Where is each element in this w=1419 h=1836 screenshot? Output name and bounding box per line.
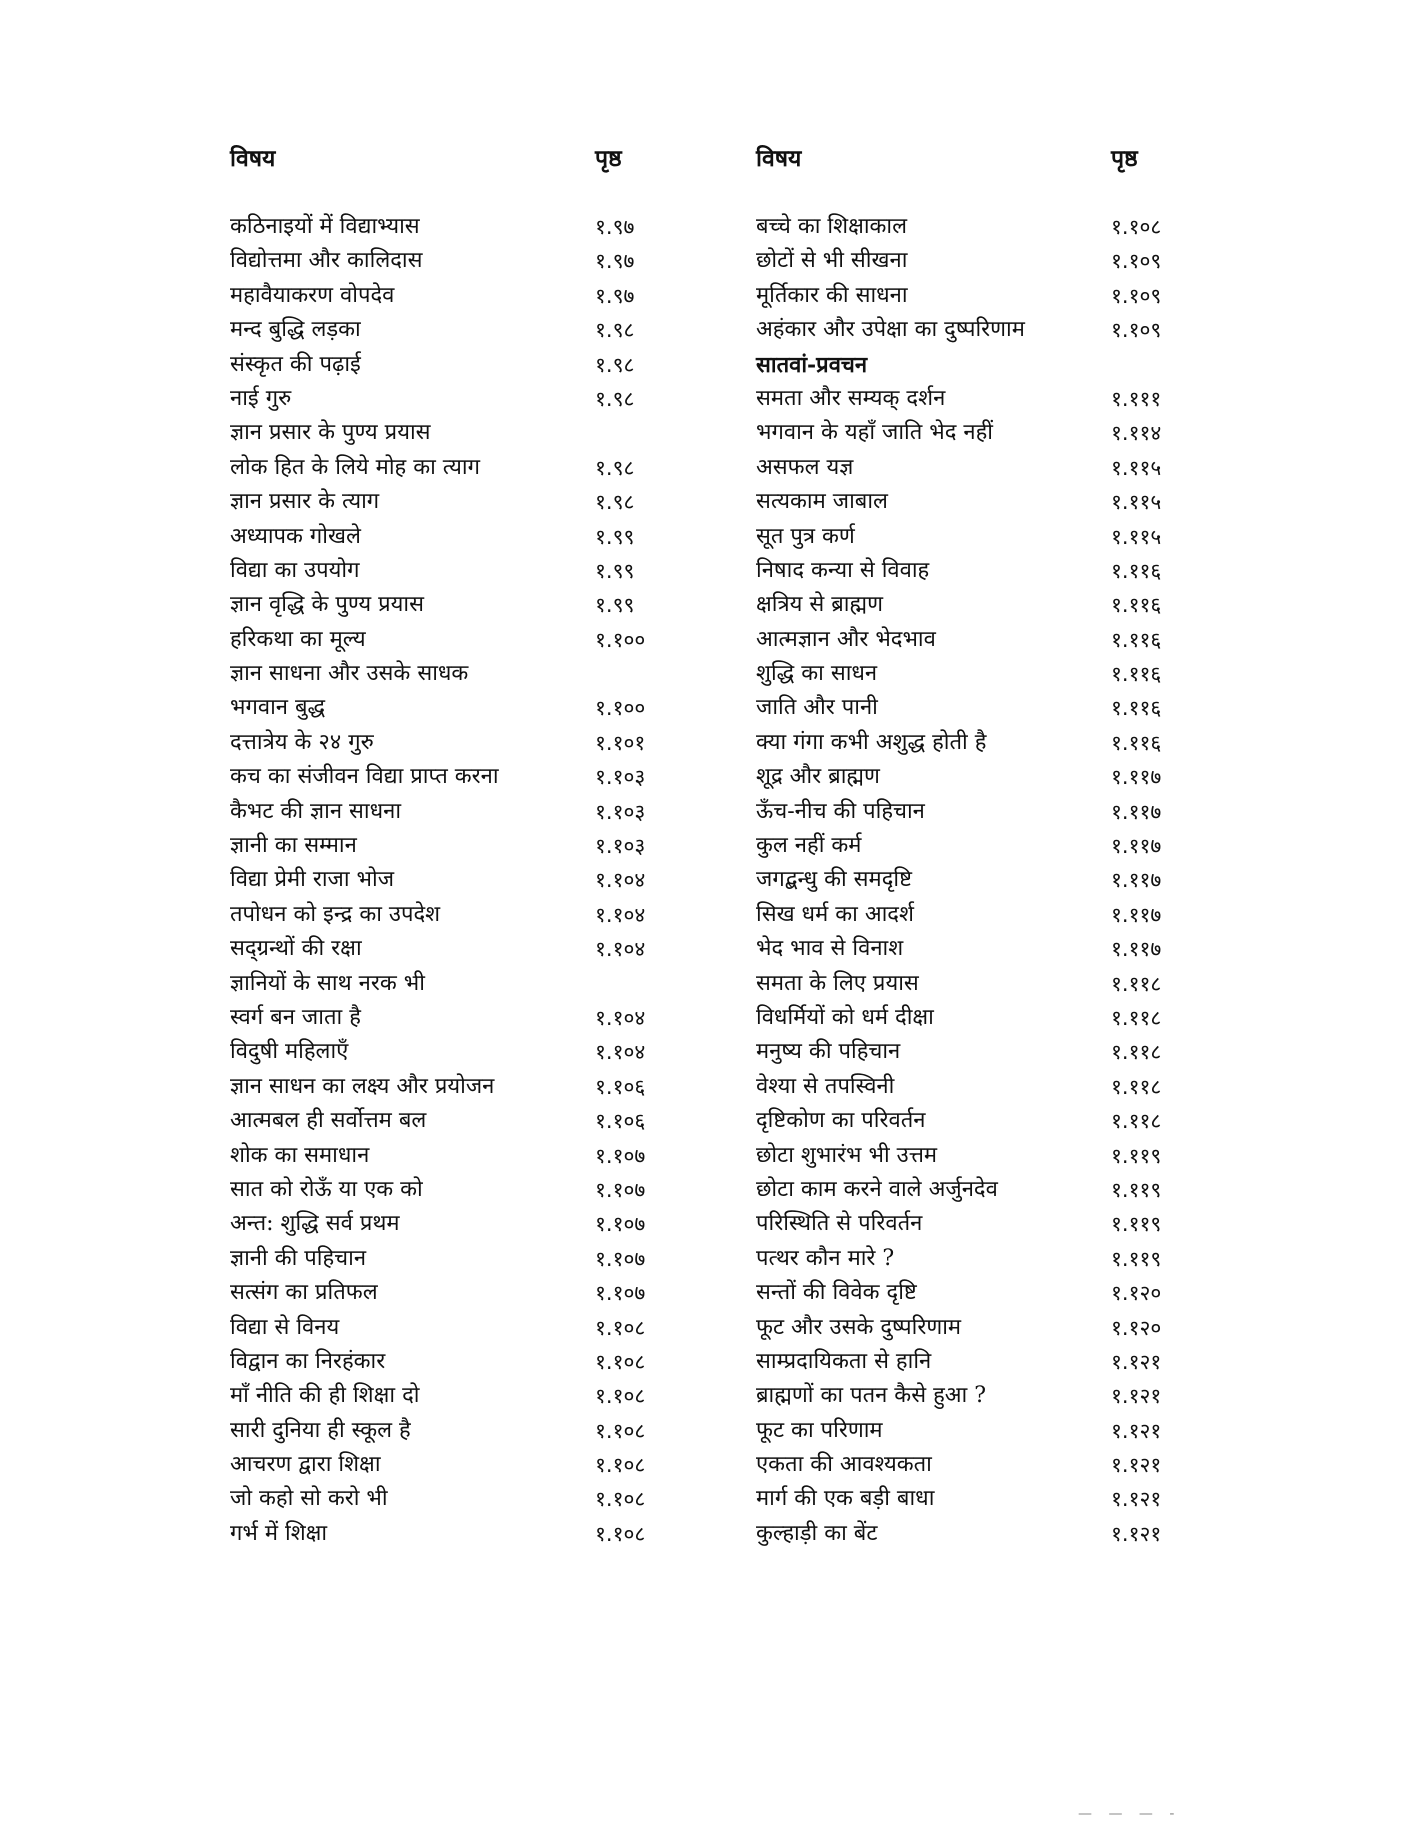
entry-page-number: १.१०० xyxy=(595,696,646,721)
entry-page-number: १.११७ xyxy=(1111,937,1162,962)
entry-page-number: १.१०४ xyxy=(595,937,646,962)
index-entry xyxy=(230,451,650,485)
entry-page-number: १.११६ xyxy=(1111,696,1162,721)
entry-title: कच का संजीवन विद्या प्राप्त करना xyxy=(230,764,499,790)
entry-title: नाई गुरु xyxy=(230,385,292,411)
index-entry xyxy=(756,554,1176,588)
entry-title: सन्तों की विवेक दृष्टि xyxy=(756,1280,917,1306)
entry-page-number: १.११५ xyxy=(1111,490,1162,515)
entry-title: सारी दुनिया ही स्कूल है xyxy=(230,1417,411,1443)
index-entry xyxy=(230,348,650,382)
entry-title: भगवान के यहाँ जाति भेद नहीं xyxy=(756,420,993,446)
index-list-left xyxy=(230,210,650,1551)
entry-title: तपोधन को इन्द्र का उपदेश xyxy=(230,901,441,927)
entry-title: माँ नीति की ही शिक्षा दो xyxy=(230,1383,420,1409)
column-header-page: पृष्ठ xyxy=(1111,145,1138,172)
index-entry xyxy=(756,244,1176,278)
index-entry xyxy=(230,1207,650,1241)
index-entry xyxy=(230,1242,650,1276)
entry-title: संस्कृत की पढ़ाई xyxy=(230,351,361,377)
entry-title: पत्थर कौन मारे ? xyxy=(756,1245,895,1271)
entry-title: अहंकार और उपेक्षा का दुष्परिणाम xyxy=(756,317,1025,343)
entry-page-number: १.११९ xyxy=(1111,1177,1162,1202)
entry-page-number: १.१२१ xyxy=(1111,1521,1162,1546)
entry-title: वेश्या से तपस्विनी xyxy=(756,1073,895,1099)
entry-title: सिख धर्म का आदर्श xyxy=(756,901,914,927)
entry-title: फूट का परिणाम xyxy=(756,1417,883,1443)
index-entry xyxy=(230,1070,650,1104)
entry-page-number: १.१२१ xyxy=(1111,1349,1162,1374)
entry-title: परिस्थिति से परिवर्तन xyxy=(756,1211,923,1237)
entry-title: निषाद कन्या से विवाह xyxy=(756,557,930,583)
index-entry xyxy=(230,829,650,863)
entry-title: आत्मज्ञान और भेदभाव xyxy=(756,626,936,652)
entry-title: जो कहो सो करो भी xyxy=(230,1486,388,1512)
index-entry xyxy=(230,210,650,244)
entry-page-number: १.१०४ xyxy=(595,868,646,893)
entry-page-number: १.११९ xyxy=(1111,1246,1162,1271)
index-entry xyxy=(756,1345,1176,1379)
entry-title: बच्चे का शिक्षाकाल xyxy=(756,214,908,239)
index-entry xyxy=(230,382,650,416)
entry-title: भगवान बुद्ध xyxy=(230,695,326,721)
entry-page-number: १.१०८ xyxy=(595,1521,646,1546)
index-entry xyxy=(230,967,650,1001)
index-entry xyxy=(230,1035,650,1069)
entry-page-number: १.१०७ xyxy=(595,1246,646,1271)
entry-title: गर्भ में शिक्षा xyxy=(230,1520,328,1546)
entry-title: ज्ञानियों के साथ नरक भी xyxy=(230,970,425,996)
entry-page-number: १.१०९ xyxy=(1111,318,1162,343)
entry-title: जगद्बन्धु की समदृष्टि xyxy=(756,867,912,893)
entry-title: सात को रोऊँ या एक को xyxy=(230,1176,423,1202)
section-heading-row xyxy=(756,348,1176,382)
entry-title: विद्योत्तमा और कालिदास xyxy=(230,248,423,274)
entry-page-number: १.१२० xyxy=(1111,1315,1162,1340)
entry-page-number: १.९८ xyxy=(595,455,635,480)
entry-title: विदुषी महिलाएँ xyxy=(230,1039,349,1065)
entry-page-number: १.११५ xyxy=(1111,455,1162,480)
entry-title: ज्ञानी की पहिचान xyxy=(230,1245,367,1271)
index-entry xyxy=(756,1001,1176,1035)
index-entry xyxy=(230,1517,650,1551)
entry-page-number: १.११९ xyxy=(1111,1212,1162,1237)
index-entry xyxy=(230,726,650,760)
entry-page-number: १.१०१ xyxy=(595,730,646,755)
index-entry xyxy=(756,382,1176,416)
entry-title: छोटों से भी सीखना xyxy=(756,248,908,274)
entry-page-number: १.११८ xyxy=(1111,1074,1162,1099)
section-heading: सातवां-प्रवचन xyxy=(756,351,868,378)
index-entry xyxy=(756,932,1176,966)
entry-title: सत्यकाम जाबाल xyxy=(756,489,888,515)
entry-title: ज्ञान साधन का लक्ष्य और प्रयोजन xyxy=(230,1073,495,1099)
entry-page-number: १.९७ xyxy=(595,215,635,239)
entry-page-number: १.१२१ xyxy=(1111,1487,1162,1512)
entry-title: ज्ञान वृद्धि के पुण्य प्रयास xyxy=(230,592,424,618)
entry-title: आचरण द्वारा शिक्षा xyxy=(230,1452,381,1478)
entry-page-number: १.१११ xyxy=(1111,386,1162,411)
entry-page-number: १.९८ xyxy=(595,318,635,343)
entry-page-number: १.१२१ xyxy=(1111,1453,1162,1478)
index-entry xyxy=(756,279,1176,313)
entry-page-number: १.९८ xyxy=(595,386,635,411)
entry-page-number: १.१०३ xyxy=(595,799,646,824)
index-entry xyxy=(756,1414,1176,1448)
index-entry xyxy=(756,485,1176,519)
index-entry xyxy=(230,1482,650,1516)
entry-page-number: १.१०७ xyxy=(595,1281,646,1306)
index-list-right xyxy=(756,210,1176,1551)
entry-title: मूर्तिकार की साधना xyxy=(756,282,908,308)
entry-page-number: १.१०७ xyxy=(595,1143,646,1168)
entry-title: भेद भाव से विनाश xyxy=(756,936,904,962)
entry-page-number: १.११८ xyxy=(1111,1109,1162,1134)
entry-title: कैभट की ज्ञान साधना xyxy=(230,798,402,824)
entry-page-number: १.१०८ xyxy=(595,1418,646,1443)
entry-title: समता के लिए प्रयास xyxy=(756,970,919,996)
entry-page-number: १.११६ xyxy=(1111,730,1162,755)
entry-page-number: १.१०८ xyxy=(595,1349,646,1374)
index-entry xyxy=(756,829,1176,863)
index-entry xyxy=(756,623,1176,657)
index-entry xyxy=(230,795,650,829)
column-header-subject: विषय xyxy=(756,145,802,172)
entry-page-number: १.१०८ xyxy=(595,1384,646,1409)
entry-page-number: १.११६ xyxy=(1111,593,1162,618)
index-entry xyxy=(230,1379,650,1413)
entry-title: शोक का समाधान xyxy=(230,1142,370,1168)
entry-title: विद्या का उपयोग xyxy=(230,557,360,583)
entry-page-number: १.११४ xyxy=(1111,421,1162,446)
index-entry xyxy=(230,416,650,450)
entry-page-number: १.११७ xyxy=(1111,834,1162,859)
entry-page-number: १.११८ xyxy=(1111,1005,1162,1030)
entry-title: ज्ञान साधना और उसके साधक xyxy=(230,661,469,687)
entry-page-number: १.१०४ xyxy=(595,1040,646,1065)
index-entry xyxy=(756,451,1176,485)
entry-title: शूद्र और ब्राह्मण xyxy=(756,764,880,790)
index-entry xyxy=(756,1070,1176,1104)
index-entry xyxy=(230,313,650,347)
entry-page-number: १.१०६ xyxy=(595,1074,646,1099)
entry-title: मनुष्य की पहिचान xyxy=(756,1039,901,1065)
entry-title: अध्यापक गोखले xyxy=(230,523,361,549)
entry-title: मन्द बुद्धि लड़का xyxy=(230,317,361,343)
entry-page-number: १.११६ xyxy=(1111,558,1162,583)
entry-title: शुद्धि का साधन xyxy=(756,661,878,687)
entry-page-number: १.१०४ xyxy=(595,902,646,927)
entry-title: छोटा काम करने वाले अर्जुनदेव xyxy=(756,1176,998,1202)
index-entry xyxy=(756,1104,1176,1138)
index-entry xyxy=(230,691,650,725)
entry-page-number: १.१०७ xyxy=(595,1212,646,1237)
entry-page-number: १.११७ xyxy=(1111,765,1162,790)
entry-title: अन्त: शुद्धि सर्व प्रथम xyxy=(230,1211,400,1237)
entry-page-number: १.१०८ xyxy=(595,1315,646,1340)
entry-page-number: १.९७ xyxy=(595,283,635,308)
entry-title: लोक हित के लिये मोह का त्याग xyxy=(230,454,481,480)
index-entry xyxy=(230,1139,650,1173)
entry-title: सद्ग्रन्थों की रक्षा xyxy=(230,936,362,962)
entry-page-number: १.१०८ xyxy=(1111,215,1162,239)
index-entry xyxy=(230,898,650,932)
entry-title: जाति और पानी xyxy=(756,695,878,721)
entry-page-number: १.१०३ xyxy=(595,834,646,859)
index-entry xyxy=(230,1001,650,1035)
index-entry xyxy=(230,554,650,588)
index-entry xyxy=(230,863,650,897)
entry-title: क्या गंगा कभी अशुद्ध होती है xyxy=(756,729,987,755)
entry-page-number: १.१२१ xyxy=(1111,1418,1162,1443)
entry-title: मार्ग की एक बड़ी बाधा xyxy=(756,1486,935,1512)
entry-page-number: १.११६ xyxy=(1111,662,1162,687)
column-header-subject: विषय xyxy=(230,145,276,172)
index-entry xyxy=(756,1035,1176,1069)
entry-page-number: १.१०६ xyxy=(595,1109,646,1134)
entry-page-number: १.९८ xyxy=(595,352,635,377)
index-entry xyxy=(230,485,650,519)
index-entry xyxy=(230,1173,650,1207)
index-entry xyxy=(756,898,1176,932)
entry-title: ऊँच-नीच की पहिचान xyxy=(756,798,925,824)
entry-title: महावैयाकरण वोपदेव xyxy=(230,282,395,308)
entry-title: समता और सम्यक् दर्शन xyxy=(756,385,946,411)
index-entry xyxy=(756,795,1176,829)
index-entry xyxy=(756,313,1176,347)
entry-title: ज्ञानी का सम्मान xyxy=(230,833,357,859)
index-entry xyxy=(230,932,650,966)
entry-title: ज्ञान प्रसार के त्याग xyxy=(230,489,380,515)
index-entry xyxy=(756,1242,1176,1276)
index-entry xyxy=(230,520,650,554)
index-entry xyxy=(230,623,650,657)
index-entry xyxy=(230,279,650,313)
entry-page-number: १.१०८ xyxy=(595,1487,646,1512)
entry-page-number: १.११७ xyxy=(1111,799,1162,824)
index-entry xyxy=(230,1448,650,1482)
index-entry xyxy=(756,416,1176,450)
index-entry xyxy=(756,1482,1176,1516)
entry-title: कुल्हाड़ी का बेंट xyxy=(756,1520,878,1546)
index-entry xyxy=(230,657,650,691)
entry-page-number: १.९८ xyxy=(595,490,635,515)
entry-page-number: १.१०७ xyxy=(595,1177,646,1202)
entry-page-number: १.१०४ xyxy=(595,1005,646,1030)
index-entry xyxy=(756,1517,1176,1551)
entry-page-number: १.९७ xyxy=(595,249,635,274)
entry-title: विधर्मियों को धर्म दीक्षा xyxy=(756,1004,934,1030)
entry-title: दत्तात्रेय के २४ गुरु xyxy=(230,729,374,755)
entry-page-number: १.९९ xyxy=(595,558,635,583)
index-entry xyxy=(756,1311,1176,1345)
entry-page-number: १.११५ xyxy=(1111,524,1162,549)
entry-title: हरिकथा का मूल्य xyxy=(230,626,366,652)
index-entry xyxy=(230,1414,650,1448)
index-entry xyxy=(756,1448,1176,1482)
entry-title: दृष्टिकोण का परिवर्तन xyxy=(756,1108,926,1134)
entry-title: स्वर्ग बन जाता है xyxy=(230,1004,361,1030)
entry-page-number: १.११७ xyxy=(1111,902,1162,927)
entry-title: विद्या से विनय xyxy=(230,1314,340,1340)
entry-title: विद्वान का निरहंकार xyxy=(230,1348,386,1374)
entry-title: ज्ञान प्रसार के पुण्य प्रयास xyxy=(230,420,431,446)
index-entry xyxy=(230,1276,650,1310)
index-entry xyxy=(756,691,1176,725)
entry-title: एकता की आवश्यकता xyxy=(756,1452,932,1478)
entry-page-number: १.९९ xyxy=(595,524,635,549)
index-entry xyxy=(756,210,1176,244)
index-entry xyxy=(230,1104,650,1138)
entry-title: विद्या प्रेमी राजा भोज xyxy=(230,867,395,893)
entry-page-number: १.९९ xyxy=(595,593,635,618)
index-entry xyxy=(230,1345,650,1379)
index-entry xyxy=(756,1139,1176,1173)
index-entry xyxy=(756,1207,1176,1241)
index-entry xyxy=(756,863,1176,897)
entry-page-number: १.१०९ xyxy=(1111,249,1162,274)
index-entry xyxy=(230,760,650,794)
entry-title: कठिनाइयों में विद्याभ्यास xyxy=(230,214,420,239)
entry-title: क्षत्रिय से ब्राह्मण xyxy=(756,592,884,618)
entry-page-number: १.११६ xyxy=(1111,627,1162,652)
entry-title: आत्मबल ही सर्वोत्तम बल xyxy=(230,1108,427,1134)
entry-page-number: १.११७ xyxy=(1111,868,1162,893)
entry-page-number: १.१०३ xyxy=(595,765,646,790)
index-entry xyxy=(756,967,1176,1001)
index-entry xyxy=(756,1173,1176,1207)
index-entry xyxy=(756,760,1176,794)
entry-page-number: १.१२१ xyxy=(1111,1384,1162,1409)
entry-title: फूट और उसके दुष्परिणाम xyxy=(756,1314,962,1340)
entry-title: छोटा शुभारंभ भी उत्तम xyxy=(756,1142,938,1168)
index-entry xyxy=(756,657,1176,691)
entry-title: सूत पुत्र कर्ण xyxy=(756,523,855,549)
column-header-page: पृष्ठ xyxy=(595,145,622,172)
entry-page-number: १.१०८ xyxy=(595,1453,646,1478)
index-entry xyxy=(756,1276,1176,1310)
entry-page-number: १.११९ xyxy=(1111,1143,1162,1168)
index-entry xyxy=(756,1379,1176,1413)
index-entry xyxy=(756,520,1176,554)
entry-title: साम्प्रदायिकता से हानि xyxy=(756,1348,932,1374)
entry-title: ब्राह्मणों का पतन कैसे हुआ ? xyxy=(756,1383,987,1409)
entry-page-number: १.१२० xyxy=(1111,1281,1162,1306)
index-entry xyxy=(756,726,1176,760)
entry-page-number: १.१०९ xyxy=(1111,283,1162,308)
entry-page-number: १.११८ xyxy=(1111,971,1162,996)
index-entry xyxy=(230,1311,650,1345)
index-entry xyxy=(230,244,650,278)
scan-marks: — — — - xyxy=(1078,1806,1181,1822)
entry-title: असफल यज्ञ xyxy=(756,454,854,480)
entry-page-number: १.१०० xyxy=(595,627,646,652)
index-entry xyxy=(756,588,1176,622)
entry-title: सत्संग का प्रतिफल xyxy=(230,1280,378,1306)
entry-title: कुल नहीं कर्म xyxy=(756,833,862,859)
index-entry xyxy=(230,588,650,622)
entry-page-number: १.११८ xyxy=(1111,1040,1162,1065)
